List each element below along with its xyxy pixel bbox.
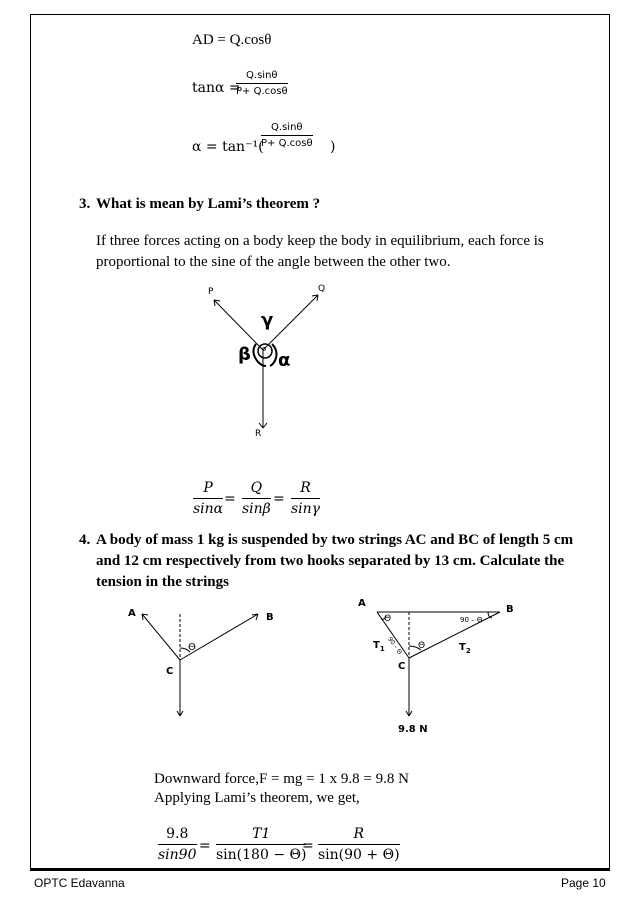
fig2-t1-main: T xyxy=(373,640,380,651)
calc-n3: R xyxy=(353,826,365,842)
calc-frac-2 xyxy=(216,826,306,863)
label-alpha: α xyxy=(278,350,291,371)
fig2-t1-sub: 1 xyxy=(379,645,385,653)
calc-line1: Downward force,F = mg = 1 x 9.8 = 9.8 N xyxy=(154,771,409,787)
calc-frac-1 xyxy=(158,826,197,863)
lami-eq2: = xyxy=(273,491,285,507)
q3-answer-line2: proportional to the sine of the angle between the other two. xyxy=(96,254,451,270)
tan-denominator: P+ Q.cosθ xyxy=(236,86,288,97)
calc-eq1: = xyxy=(199,838,211,854)
tan-numerator: Q.sinθ xyxy=(246,70,278,81)
angle-arc-b xyxy=(488,612,492,618)
lami-r: R xyxy=(300,480,311,496)
calc-n1: 9.8 xyxy=(166,826,189,842)
fig2-t1 xyxy=(373,640,385,653)
lami-q: Q xyxy=(250,480,263,496)
label-o: o xyxy=(262,345,267,353)
fig2-label-a: A xyxy=(358,598,366,609)
alpha-denominator: P+ Q.cosθ xyxy=(261,138,313,149)
q3-question: What is mean by Lami’s theorem ? xyxy=(96,196,321,212)
label-p: P xyxy=(208,287,214,297)
label-r: R xyxy=(255,429,262,439)
lami-sin-alpha: sinα xyxy=(193,501,224,517)
q4-line1: A body of mass 1 kg is suspended by two strings AC and BC of length 5 cm xyxy=(96,532,574,548)
lami-sin-beta: sinβ xyxy=(242,501,271,517)
ad-equation: AD = Q.cosθ xyxy=(192,32,272,48)
fig1-label-a: A xyxy=(128,608,136,619)
calc-d1: sin90 xyxy=(158,847,197,863)
fig2-t2-main: T xyxy=(459,642,466,653)
alpha-close: ) xyxy=(330,139,336,155)
calc-line2: Applying Lami’s theorem, we get, xyxy=(154,790,360,806)
calc-frac-3 xyxy=(318,826,400,863)
label-gamma: γ xyxy=(261,310,274,331)
calc-n2: T1 xyxy=(252,826,271,842)
fig2-theta-c: Θ xyxy=(418,641,426,651)
lami-p: P xyxy=(203,480,213,496)
label-beta: β xyxy=(238,344,251,365)
fig2-t2 xyxy=(459,642,471,655)
q3-number: 3. xyxy=(79,196,91,212)
calc-d2: sin(180 − Θ) xyxy=(216,847,307,863)
fig2-angle-c: 90 – Θ xyxy=(386,636,403,656)
q3-answer-line1: If three forces acting on a body keep the body in equilibrium, each force is xyxy=(96,233,544,249)
alpha-numerator: Q.sinθ xyxy=(271,122,303,133)
footer-page-number: Page 10 xyxy=(561,876,606,890)
calc-eq2: = xyxy=(302,838,314,854)
alpha-lhs: α = tan⁻¹( xyxy=(192,139,264,155)
fig2-angle-b: 90 – Θ xyxy=(460,616,483,624)
fig2-weight: 9.8 N xyxy=(398,724,428,735)
fig1-theta: Θ xyxy=(188,642,196,653)
q4-line2: and 12 cm respectively from two hooks separated by 13 cm. Calculate the xyxy=(96,553,565,569)
q4-number: 4. xyxy=(79,532,91,548)
fig2-theta-a: Θ xyxy=(384,614,392,624)
footer-rule xyxy=(30,868,610,871)
label-q: Q xyxy=(318,284,326,294)
fig2-t2-sub: 2 xyxy=(465,647,471,655)
q4-line3: tension in the strings xyxy=(96,574,229,590)
lami-sin-gamma: sinγ xyxy=(291,501,321,517)
fig1-label-b: B xyxy=(266,612,274,623)
fig1-label-c: C xyxy=(166,666,174,677)
lami-eq1: = xyxy=(224,491,236,507)
footer-left: OPTC Edavanna xyxy=(34,876,125,890)
calc-d3: sin(90 + Θ) xyxy=(318,847,400,863)
string-bc-2 xyxy=(409,612,500,658)
fig2-label-b: B xyxy=(506,604,514,615)
fig2-label-c: C xyxy=(398,661,406,672)
tan-lhs: tanα = xyxy=(192,80,241,96)
